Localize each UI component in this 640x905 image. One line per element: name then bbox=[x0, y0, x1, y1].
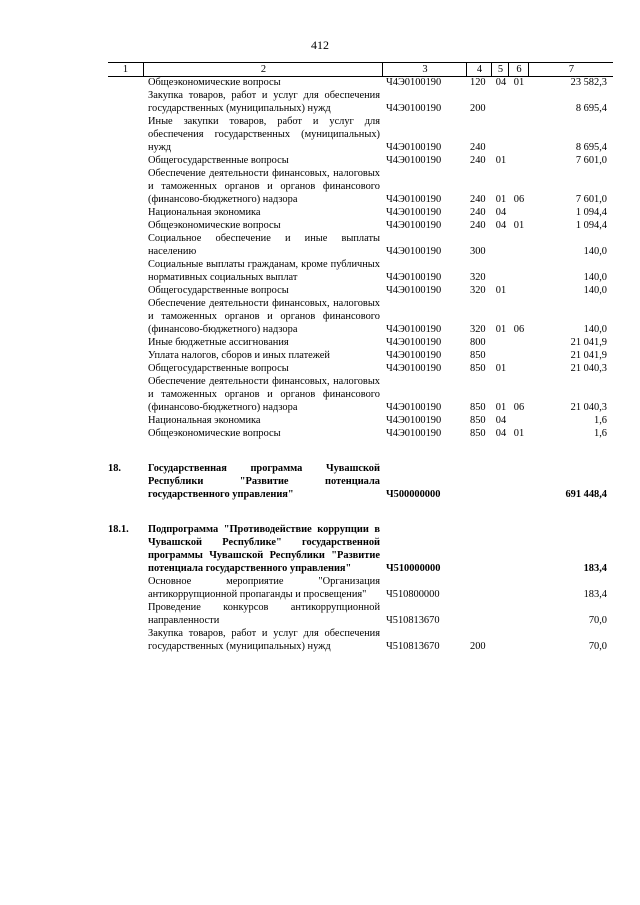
row-amount: 140,0 bbox=[583, 324, 607, 335]
table-row bbox=[0, 167, 640, 206]
row-amount: 21 040,3 bbox=[570, 363, 607, 374]
row-section: 04 bbox=[495, 428, 507, 439]
row-expense-type: 240 bbox=[470, 194, 486, 205]
row-section: 04 bbox=[495, 415, 507, 426]
table-row bbox=[0, 115, 640, 154]
table-row bbox=[0, 89, 640, 115]
row-section: 01 bbox=[495, 363, 507, 374]
row-target-code: Ч4Э0100190 bbox=[386, 324, 442, 335]
row-section: 01 bbox=[495, 324, 507, 335]
row-expense-type: 200 bbox=[470, 103, 486, 114]
row-amount: 7 601,0 bbox=[575, 155, 607, 166]
row-name: Общегосударственные вопросы bbox=[148, 155, 289, 166]
row-number: 18.1. bbox=[108, 524, 129, 535]
row-amount: 140,0 bbox=[583, 272, 607, 283]
table-row bbox=[0, 206, 640, 219]
header-col-7: 7 bbox=[528, 63, 614, 76]
row-subsection: 06 bbox=[513, 324, 525, 335]
table-row bbox=[0, 462, 640, 501]
row-name: Национальная экономика bbox=[148, 415, 261, 426]
row-amount: 140,0 bbox=[583, 285, 607, 296]
row-amount: 70,0 bbox=[588, 615, 607, 626]
row-name: Подпрограмма "Противодействие коррупции в Чувашской Республике" государственной программы Чувашской Республики "Развитие потенциала государственного управления" bbox=[148, 524, 380, 574]
table-row bbox=[0, 336, 640, 349]
row-subsection: 01 bbox=[513, 77, 525, 88]
row-name: Общегосударственные вопросы bbox=[148, 363, 289, 374]
row-target-code: Ч4Э0100190 bbox=[386, 337, 442, 348]
row-expense-type: 850 bbox=[470, 402, 486, 413]
table-row bbox=[0, 349, 640, 362]
row-target-code: Ч4Э0100190 bbox=[386, 220, 442, 231]
table-row bbox=[0, 284, 640, 297]
row-name: Общеэкономические вопросы bbox=[148, 220, 281, 231]
row-expense-type: 850 bbox=[470, 363, 486, 374]
table-row bbox=[0, 76, 640, 89]
row-amount: 1 094,4 bbox=[575, 220, 607, 231]
row-amount: 183,4 bbox=[583, 589, 607, 600]
row-expense-type: 320 bbox=[470, 285, 486, 296]
row-section: 01 bbox=[495, 402, 507, 413]
row-name: Социальное обеспечение и иные выплаты населению bbox=[148, 233, 380, 257]
row-expense-type: 200 bbox=[470, 641, 486, 652]
row-subsection: 01 bbox=[513, 220, 525, 231]
row-name: Общегосударственные вопросы bbox=[148, 285, 289, 296]
row-name: Национальная экономика bbox=[148, 207, 261, 218]
row-amount: 70,0 bbox=[588, 641, 607, 652]
row-name: Государственная программа Чувашской Республики "Развитие потенциала государственного управления" bbox=[148, 463, 380, 500]
row-amount: 21 041,9 bbox=[570, 337, 607, 348]
row-target-code: Ч510813670 bbox=[386, 641, 440, 652]
table-row bbox=[0, 375, 640, 414]
row-expense-type: 240 bbox=[470, 207, 486, 218]
table-row bbox=[0, 232, 640, 258]
table-header bbox=[108, 62, 613, 77]
row-amount: 1,6 bbox=[594, 415, 607, 426]
row-expense-type: 800 bbox=[470, 337, 486, 348]
row-target-code: Ч510813670 bbox=[386, 615, 440, 626]
table-row bbox=[0, 627, 640, 653]
row-target-code: Ч4Э0100190 bbox=[386, 415, 442, 426]
row-expense-type: 850 bbox=[470, 428, 486, 439]
row-name: Уплата налогов, сборов и иных платежей bbox=[148, 350, 330, 361]
row-amount: 23 582,3 bbox=[570, 77, 607, 88]
row-name: Общеэкономические вопросы bbox=[148, 428, 281, 439]
row-expense-type: 240 bbox=[470, 220, 486, 231]
row-section: 04 bbox=[495, 207, 507, 218]
row-name: Закупка товаров, работ и услуг для обеспечения государственных (муниципальных) нужд bbox=[148, 90, 380, 114]
row-name: Обеспечение деятельности финансовых, налоговых и таможенных органов и органов финансового (финансово-бюджетного) надзора bbox=[148, 376, 380, 413]
row-subsection: 06 bbox=[513, 402, 525, 413]
table-row bbox=[0, 297, 640, 336]
row-target-code: Ч4Э0100190 bbox=[386, 428, 442, 439]
row-target-code: Ч4Э0100190 bbox=[386, 194, 442, 205]
row-amount: 7 601,0 bbox=[575, 194, 607, 205]
row-amount: 8 695,4 bbox=[575, 142, 607, 153]
header-col-3: 3 bbox=[382, 63, 467, 76]
header-col-2: 2 bbox=[143, 63, 383, 76]
table-row bbox=[0, 414, 640, 427]
row-amount: 21 041,9 bbox=[570, 350, 607, 361]
table-row bbox=[0, 575, 640, 601]
row-target-code: Ч4Э0100190 bbox=[386, 363, 442, 374]
row-amount: 21 040,3 bbox=[570, 402, 607, 413]
table-row bbox=[0, 362, 640, 375]
table-row bbox=[0, 601, 640, 627]
row-target-code: Ч4Э0100190 bbox=[386, 207, 442, 218]
table-row bbox=[0, 258, 640, 284]
table-body bbox=[0, 76, 640, 653]
row-target-code: Ч4Э0100190 bbox=[386, 103, 442, 114]
row-section: 04 bbox=[495, 77, 507, 88]
row-amount: 183,4 bbox=[583, 563, 607, 574]
row-name: Проведение конкурсов антикоррупционной направленности bbox=[148, 602, 380, 626]
row-expense-type: 240 bbox=[470, 142, 486, 153]
row-target-code: Ч510000000 bbox=[386, 563, 441, 574]
row-amount: 1,6 bbox=[594, 428, 607, 439]
row-name: Основное мероприятие "Организация антикоррупционной пропаганды и просвещения" bbox=[148, 576, 380, 600]
header-col-4: 4 bbox=[466, 63, 492, 76]
row-section: 01 bbox=[495, 285, 507, 296]
page-number: 412 bbox=[311, 38, 329, 52]
row-name: Обеспечение деятельности финансовых, налоговых и таможенных органов и органов финансового (финансово-бюджетного) надзора bbox=[148, 298, 380, 335]
row-name: Закупка товаров, работ и услуг для обеспечения государственных (муниципальных) нужд bbox=[148, 628, 380, 652]
row-target-code: Ч4Э0100190 bbox=[386, 272, 442, 283]
row-target-code: Ч4Э0100190 bbox=[386, 246, 442, 257]
row-name: Иные закупки товаров, работ и услуг для обеспечения государственных (муниципальных) нужд bbox=[148, 116, 380, 153]
row-target-code: Ч500000000 bbox=[386, 489, 441, 500]
header-col-1: 1 bbox=[122, 64, 129, 75]
table-row bbox=[0, 427, 640, 440]
row-section: 04 bbox=[495, 220, 507, 231]
row-amount: 1 094,4 bbox=[575, 207, 607, 218]
row-expense-type: 850 bbox=[470, 415, 486, 426]
row-section: 01 bbox=[495, 194, 507, 205]
row-expense-type: 320 bbox=[470, 324, 486, 335]
row-amount: 8 695,4 bbox=[575, 103, 607, 114]
row-subsection: 01 bbox=[513, 428, 525, 439]
row-expense-type: 240 bbox=[470, 155, 486, 166]
row-expense-type: 120 bbox=[470, 77, 486, 88]
row-amount: 140,0 bbox=[583, 246, 607, 257]
row-expense-type: 300 bbox=[470, 246, 486, 257]
row-subsection: 06 bbox=[513, 194, 525, 205]
row-target-code: Ч4Э0100190 bbox=[386, 350, 442, 361]
header-col-6: 6 bbox=[508, 63, 529, 76]
row-target-code: Ч4Э0100190 bbox=[386, 142, 442, 153]
row-name: Социальные выплаты гражданам, кроме публичных нормативных социальных выплат bbox=[148, 259, 380, 283]
header-col-5: 5 bbox=[491, 63, 509, 76]
row-target-code: Ч4Э0100190 bbox=[386, 77, 442, 88]
table-row bbox=[0, 523, 640, 575]
row-number: 18. bbox=[108, 463, 121, 474]
row-expense-type: 320 bbox=[470, 272, 486, 283]
row-name: Общеэкономические вопросы bbox=[148, 77, 281, 88]
row-section: 01 bbox=[495, 155, 507, 166]
row-target-code: Ч4Э0100190 bbox=[386, 402, 442, 413]
row-amount: 691 448,4 bbox=[565, 489, 607, 500]
row-target-code: Ч510800000 bbox=[386, 589, 440, 600]
table-row bbox=[0, 154, 640, 167]
row-expense-type: 850 bbox=[470, 350, 486, 361]
row-target-code: Ч4Э0100190 bbox=[386, 285, 442, 296]
table-row bbox=[0, 219, 640, 232]
row-name: Иные бюджетные ассигнования bbox=[148, 337, 289, 348]
row-target-code: Ч4Э0100190 bbox=[386, 155, 442, 166]
row-name: Обеспечение деятельности финансовых, налоговых и таможенных органов и органов финансового (финансово-бюджетного) надзора bbox=[148, 168, 380, 205]
